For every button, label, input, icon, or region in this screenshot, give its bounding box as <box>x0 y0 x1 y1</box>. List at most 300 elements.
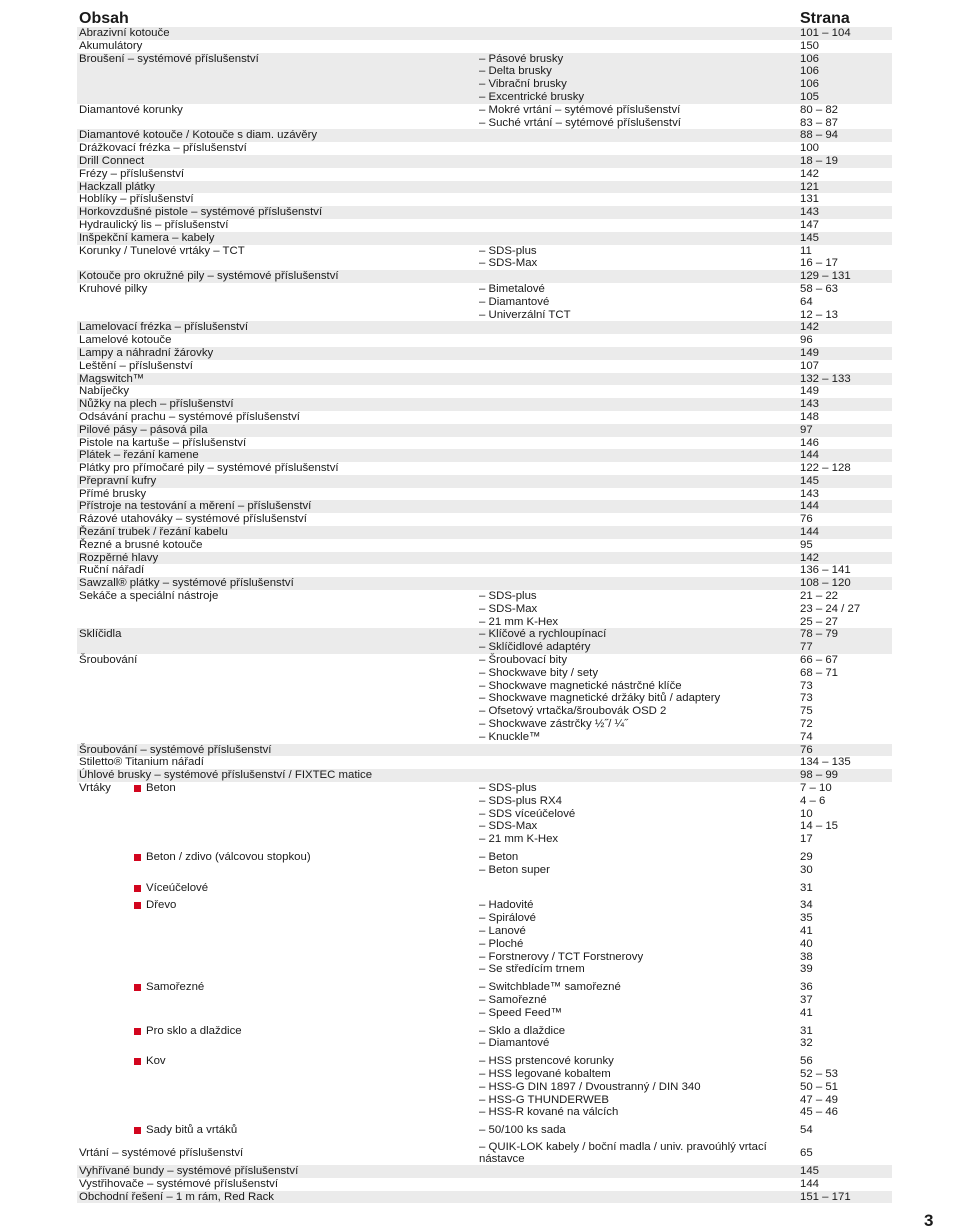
entry-page: 30 <box>800 863 813 876</box>
toc-entry <box>77 347 892 360</box>
entry-title: Hackzall plátky <box>79 180 155 193</box>
entry-title: Řezání trubek / řezání kabelu <box>79 526 228 539</box>
drill-row[interactable] <box>77 820 892 833</box>
entry-subtopic: – Speed Feed™ <box>479 1006 562 1019</box>
entry-page: 17 <box>800 833 813 846</box>
entry-page: 122 – 128 <box>800 462 851 475</box>
entry-page: 149 <box>800 385 820 398</box>
entry-subtopic: – HSS-R kované na válcích <box>479 1106 619 1119</box>
toc-tail-entries <box>77 1142 892 1203</box>
entry-subtopic: – Klíčové a rychloupínací <box>479 628 607 641</box>
entry-title: Hydraulický lis – příslušenství <box>79 218 229 231</box>
entry-subtopic: – Delta brusky <box>479 65 552 78</box>
toc-row[interactable] <box>77 78 892 91</box>
entry-subtopic: – Hadovité <box>479 899 534 912</box>
entry-page: 31 <box>800 881 813 894</box>
toc-row[interactable] <box>77 385 892 398</box>
entry-title: Řezné a brusné kotouče <box>79 538 203 551</box>
toc-row[interactable] <box>77 411 892 424</box>
entry-page: 72 <box>800 718 813 731</box>
entry-page: 76 <box>800 743 813 756</box>
entry-page: 80 – 82 <box>800 103 839 116</box>
entry-title: Sekáče a speciální nástroje <box>79 590 219 603</box>
drill-row[interactable] <box>77 1081 892 1094</box>
entry-title: Kruhové pilky <box>79 282 148 295</box>
table-of-contents <box>77 8 892 1203</box>
toc-entry <box>77 232 892 245</box>
toc-row[interactable] <box>77 283 892 296</box>
toc-row[interactable] <box>77 270 892 283</box>
drill-category: Samořezné <box>146 981 205 994</box>
toc-entry <box>77 283 892 321</box>
toc-row[interactable] <box>77 590 892 603</box>
entry-title: Kotouče pro okružné pily – systémové příslušenství <box>79 270 339 283</box>
toc-row[interactable] <box>77 449 892 462</box>
page-number: 3 <box>924 1211 934 1230</box>
toc-entry <box>77 539 892 552</box>
toc-row[interactable] <box>77 564 892 577</box>
red-bullet-icon <box>134 785 141 792</box>
toc-entry <box>77 53 892 104</box>
entry-page: 121 <box>800 180 820 193</box>
entry-title: Sawzall® plátky – systémové příslušenství <box>79 577 294 590</box>
toc-entry <box>77 1178 892 1191</box>
entry-title: Broušení – systémové příslušenství <box>79 52 259 65</box>
entry-subtopic: – Samořezné <box>479 993 547 1006</box>
toc-row[interactable] <box>77 680 892 693</box>
toc-row[interactable] <box>77 616 892 629</box>
drill-category: Beton / zdivo (válcovou stopkou) <box>146 851 311 863</box>
entry-page: 77 <box>800 641 813 654</box>
toc-row[interactable] <box>77 526 892 539</box>
entry-title: Drážkovací frézka – příslušenství <box>79 142 247 155</box>
entry-subtopic: – Beton <box>479 851 519 863</box>
entry-page: 143 <box>800 398 820 411</box>
toc-row[interactable] <box>77 654 892 667</box>
toc-row[interactable] <box>77 667 892 680</box>
entry-page: 39 <box>800 963 813 976</box>
toc-row[interactable] <box>77 500 892 513</box>
entry-page: 66 – 67 <box>800 654 839 667</box>
toc-row[interactable] <box>77 1142 892 1165</box>
drill-row[interactable] <box>77 851 892 864</box>
entry-title: Inšpekční kamera – kabely <box>79 231 215 244</box>
toc-row[interactable] <box>77 462 892 475</box>
entry-page: 45 – 46 <box>800 1106 839 1119</box>
entry-subtopic: – Bimetalové <box>479 282 545 295</box>
drill-category: Kov <box>146 1055 166 1068</box>
entry-subtopic: – HSS-G DIN 1897 / Dvoustranný / DIN 340 <box>479 1080 701 1093</box>
entry-title: Magswitch™ <box>79 372 145 385</box>
toc-entry <box>77 462 892 475</box>
entry-page: 144 <box>800 449 820 462</box>
toc-row[interactable] <box>77 91 892 104</box>
entry-page: 106 <box>800 65 820 78</box>
entry-title: Nůžky na plech – příslušenství <box>79 398 234 411</box>
toc-row[interactable] <box>77 552 892 565</box>
toc-row[interactable] <box>77 577 892 590</box>
drill-row[interactable] <box>77 899 892 912</box>
contents-heading: Obsah <box>79 10 129 27</box>
toc-entry <box>77 129 892 142</box>
toc-row[interactable] <box>77 142 892 155</box>
entry-subtopic: – Shockwave magnetické nástrčné klíče <box>479 679 682 692</box>
red-bullet-icon <box>134 1058 141 1065</box>
toc-row[interactable] <box>77 628 892 641</box>
toc-row[interactable] <box>77 155 892 168</box>
drill-row[interactable] <box>77 833 892 846</box>
drill-row[interactable] <box>77 864 892 877</box>
toc-row[interactable] <box>77 488 892 501</box>
toc-entry <box>77 181 892 194</box>
entry-subtopic: – QUIK-LOK kabely / boční madla / univ. pravoúhlý vrtací nástavce <box>479 1140 767 1165</box>
entry-page: 98 – 99 <box>800 769 839 782</box>
entry-title: Hoblíky – příslušenství <box>79 193 194 206</box>
toc-entry <box>77 270 892 283</box>
drill-row[interactable] <box>77 938 892 951</box>
entry-page: 14 – 15 <box>800 820 839 833</box>
entry-page: 106 <box>800 78 820 91</box>
entry-title: Plátky pro přímočaré pily – systémové příslušenství <box>79 462 339 475</box>
entry-page: 58 – 63 <box>800 282 839 295</box>
entry-page: 52 – 53 <box>800 1067 839 1080</box>
toc-row[interactable] <box>77 360 892 373</box>
drill-row[interactable] <box>77 1106 892 1119</box>
drill-row[interactable] <box>77 994 892 1007</box>
toc-row[interactable] <box>77 1178 892 1191</box>
entry-page: 78 – 79 <box>800 628 839 641</box>
toc-row[interactable] <box>77 756 892 769</box>
entry-page: 145 <box>800 231 820 244</box>
toc-entries <box>77 27 892 782</box>
drill-row[interactable] <box>77 1037 892 1050</box>
entry-page: 88 – 94 <box>800 129 839 142</box>
red-bullet-icon <box>134 1127 141 1134</box>
entry-page: 74 <box>800 730 813 743</box>
entry-subtopic: – SDS-Max <box>479 820 538 833</box>
toc-entry <box>77 577 892 590</box>
toc-row[interactable] <box>77 181 892 194</box>
toc-row[interactable] <box>77 513 892 526</box>
entry-page: 145 <box>800 474 820 487</box>
toc-row[interactable] <box>77 347 892 360</box>
toc-entry <box>77 373 892 386</box>
entry-page: 21 – 22 <box>800 590 839 603</box>
entry-page: 142 <box>800 321 820 334</box>
toc-row[interactable] <box>77 398 892 411</box>
drill-row[interactable] <box>77 912 892 925</box>
toc-row[interactable] <box>77 232 892 245</box>
toc-row[interactable] <box>77 718 892 731</box>
toc-row[interactable] <box>77 539 892 552</box>
toc-entry <box>77 321 892 334</box>
entry-page: 56 <box>800 1055 813 1068</box>
toc-row[interactable] <box>77 1165 892 1178</box>
entry-page: 65 <box>800 1146 813 1159</box>
toc-row[interactable] <box>77 193 892 206</box>
drills-label: Vrtáky <box>79 782 111 795</box>
toc-entry <box>77 334 892 347</box>
drill-row[interactable] <box>77 925 892 938</box>
toc-row[interactable] <box>77 475 892 488</box>
page-column-heading: Strana <box>800 10 850 27</box>
toc-entry <box>77 744 892 757</box>
toc-row[interactable] <box>77 321 892 334</box>
toc-entry <box>77 424 892 437</box>
toc-row[interactable] <box>77 705 892 718</box>
entry-subtopic: – Suché vrtání – sytémové příslušenství <box>479 116 681 129</box>
toc-row[interactable] <box>77 117 892 130</box>
toc-entry <box>77 40 892 53</box>
entry-title: Pilové pásy – pásová pila <box>79 423 208 436</box>
toc-row[interactable] <box>77 603 892 616</box>
entry-title: Rozpěrné hlavy <box>79 551 159 564</box>
entry-page: 101 – 104 <box>800 27 851 39</box>
toc-entry <box>77 500 892 513</box>
entry-page: 142 <box>800 167 820 180</box>
toc-row[interactable] <box>77 53 892 66</box>
entry-title: Vrtání – systémové příslušenství <box>79 1146 244 1159</box>
toc-entry <box>77 449 892 462</box>
entry-subtopic: – SDS-plus RX4 <box>479 794 562 807</box>
drill-row[interactable] <box>77 1025 892 1038</box>
entry-page: 136 – 141 <box>800 564 851 577</box>
entry-subtopic: – SDS-Max <box>479 602 538 615</box>
entry-page: 73 <box>800 692 813 705</box>
entry-subtopic: – 21 mm K-Hex <box>479 833 559 846</box>
toc-row[interactable] <box>77 373 892 386</box>
entry-title: Vyhřívané bundy – systémové příslušenství <box>79 1164 299 1177</box>
toc-row[interactable] <box>77 104 892 117</box>
drill-category: Sady bitů a vrtáků <box>146 1124 238 1137</box>
entry-title: Lampy a náhradní žárovky <box>79 346 214 359</box>
toc-row[interactable] <box>77 424 892 437</box>
red-bullet-icon <box>134 854 141 861</box>
drill-category: Víceúčelové <box>146 881 209 894</box>
red-bullet-icon <box>134 984 141 991</box>
toc-row[interactable] <box>77 744 892 757</box>
toc-entry <box>77 513 892 526</box>
entry-page: 54 <box>800 1124 813 1137</box>
entry-title: Úhlové brusky – systémové příslušenství / FIXTEC matice <box>79 769 373 782</box>
entry-page: 146 <box>800 436 820 449</box>
entry-subtopic: – HSS legované kobaltem <box>479 1067 611 1080</box>
entry-page: 32 <box>800 1037 813 1050</box>
entry-title: Stiletto® Titanium nářadí <box>79 756 204 769</box>
entry-subtopic: – Forstnerovy / TCT Forstnerovy <box>479 950 644 963</box>
toc-entry <box>77 360 892 373</box>
entry-subtopic: – Pásové brusky <box>479 52 564 65</box>
entry-subtopic: – Univerzální TCT <box>479 308 571 321</box>
toc-entry <box>77 398 892 411</box>
entry-subtopic: – Excentrické brusky <box>479 90 585 103</box>
entry-subtopic: – Mokré vrtání – sytémové příslušenství <box>479 103 681 116</box>
toc-entry <box>77 385 892 398</box>
toc-entry <box>77 219 892 232</box>
toc-entry <box>77 1165 892 1178</box>
entry-subtopic: – 50/100 ks sada <box>479 1124 566 1137</box>
toc-row[interactable] <box>77 437 892 450</box>
entry-title: Obchodní řešení – 1 m rám, Red Rack <box>79 1190 274 1203</box>
entry-page: 83 – 87 <box>800 116 839 129</box>
drill-row[interactable] <box>77 1124 892 1137</box>
toc-row[interactable] <box>77 309 892 322</box>
entry-page: 144 <box>800 1177 820 1190</box>
entry-page: 7 – 10 <box>800 782 832 795</box>
entry-page: 96 <box>800 334 813 347</box>
entry-subtopic: – SDS-plus <box>479 590 537 603</box>
entry-title: Vystřihovače – systémové příslušenství <box>79 1177 278 1190</box>
drill-row[interactable] <box>77 1055 892 1068</box>
entry-page: 145 <box>800 1164 820 1177</box>
entry-subtopic: – Diamantové <box>479 295 550 308</box>
drills-section <box>77 782 892 1142</box>
entry-title: Korunky / Tunelové vrtáky – TCT <box>79 244 245 257</box>
entry-subtopic: – Switchblade™ samořezné <box>479 981 621 994</box>
red-bullet-icon <box>134 902 141 909</box>
entry-subtopic: – SDS-Max <box>479 257 538 270</box>
entry-title: Diamantové kotouče / Kotouče s diam. uzávěry <box>79 129 318 142</box>
toc-row[interactable] <box>77 245 892 258</box>
toc-entry <box>77 27 892 40</box>
entry-subtopic: – Spirálové <box>479 912 536 925</box>
drill-row[interactable] <box>77 981 892 994</box>
entry-page: 68 – 71 <box>800 666 839 679</box>
toc-row[interactable] <box>77 692 892 705</box>
drill-row[interactable] <box>77 808 892 821</box>
entry-page: 35 <box>800 912 813 925</box>
entry-page: 73 <box>800 679 813 692</box>
toc-row[interactable] <box>77 65 892 78</box>
entry-title: Rázové utahováky – systémové příslušenství <box>79 513 307 526</box>
entry-title: Šroubování – systémové příslušenství <box>79 743 272 756</box>
entry-title: Nabíječky <box>79 385 130 398</box>
entry-page: 50 – 51 <box>800 1080 839 1093</box>
drill-row[interactable] <box>77 1094 892 1107</box>
entry-page: 41 <box>800 924 813 937</box>
toc-entry <box>77 245 892 271</box>
entry-page: 38 <box>800 950 813 963</box>
toc-row[interactable] <box>77 641 892 654</box>
drill-category: Beton <box>146 782 176 795</box>
entry-title: Lamelovací frézka – příslušenství <box>79 321 249 334</box>
entry-subtopic: – Se středícím trnem <box>479 963 585 976</box>
toc-row[interactable] <box>77 206 892 219</box>
entry-page: 150 <box>800 39 820 52</box>
toc-entry <box>77 654 892 744</box>
drill-row[interactable] <box>77 963 892 976</box>
entry-page: 105 <box>800 90 820 103</box>
toc-row[interactable] <box>77 334 892 347</box>
drill-row[interactable] <box>77 795 892 808</box>
entry-page: 142 <box>800 551 820 564</box>
entry-title: Horkovzdušné pistole – systémové příslušenství <box>79 206 323 219</box>
entry-title: Pistole na kartuše – příslušenství <box>79 436 247 449</box>
entry-page: 144 <box>800 500 820 513</box>
entry-subtopic: – SDS-plus <box>479 244 537 257</box>
entry-page: 151 – 171 <box>800 1190 851 1203</box>
toc-entry <box>77 590 892 628</box>
entry-page: 97 <box>800 423 813 436</box>
entry-title: Šroubování <box>79 654 138 667</box>
entry-subtopic: – Sklo a dlaždice <box>479 1024 566 1037</box>
entry-subtopic: – Shockwave bity / sety <box>479 666 599 679</box>
toc-entry <box>77 104 892 130</box>
toc-row[interactable] <box>77 27 892 40</box>
entry-page: 23 – 24 / 27 <box>800 602 861 615</box>
entry-title: Lamelové kotouče <box>79 334 172 347</box>
toc-row[interactable] <box>77 769 892 782</box>
toc-row[interactable] <box>77 1191 892 1204</box>
entry-subtopic: – Vibrační brusky <box>479 78 567 91</box>
entry-title: Leštění – příslušenství <box>79 359 193 372</box>
entry-subtopic: – 21 mm K-Hex <box>479 615 559 628</box>
drill-row[interactable] <box>77 1007 892 1020</box>
entry-title: Plátek – řezání kamene <box>79 449 199 462</box>
toc-row[interactable] <box>77 731 892 744</box>
toc-entry <box>77 142 892 155</box>
toc-entry <box>77 1191 892 1204</box>
toc-entry <box>77 206 892 219</box>
drill-row[interactable] <box>77 951 892 964</box>
entry-page: 18 – 19 <box>800 154 839 167</box>
entry-title: Přepravní kufry <box>79 474 157 487</box>
entry-page: 76 <box>800 513 813 526</box>
entry-page: 12 – 13 <box>800 308 839 321</box>
entry-subtopic: – HSS-G THUNDERWEB <box>479 1093 609 1106</box>
entry-page: 75 <box>800 705 813 718</box>
toc-header <box>77 8 892 27</box>
entry-page: 25 – 27 <box>800 615 839 628</box>
toc-row[interactable] <box>77 257 892 270</box>
entry-page: 147 <box>800 218 820 231</box>
entry-page: 16 – 17 <box>800 257 839 270</box>
toc-entry <box>77 488 892 501</box>
entry-page: 143 <box>800 206 820 219</box>
entry-title: Drill Connect <box>79 154 145 167</box>
entry-title: Přímé brusky <box>79 487 147 500</box>
toc-entry <box>77 564 892 577</box>
entry-subtopic: – Beton super <box>479 863 550 876</box>
entry-subtopic: – SDS-plus <box>479 782 537 795</box>
entry-page: 36 <box>800 981 813 994</box>
toc-entry <box>77 155 892 168</box>
entry-page: 106 <box>800 52 820 65</box>
entry-page: 40 <box>800 937 813 950</box>
toc-entry <box>77 437 892 450</box>
drill-category: Dřevo <box>146 899 177 912</box>
toc-row[interactable] <box>77 168 892 181</box>
drill-row[interactable] <box>77 1068 892 1081</box>
drill-category: Pro sklo a dlaždice <box>146 1024 242 1037</box>
entry-page: 11 <box>800 244 812 257</box>
toc-entry <box>77 1142 892 1165</box>
toc-row[interactable] <box>77 219 892 232</box>
entry-page: 129 – 131 <box>800 270 851 283</box>
toc-entry <box>77 756 892 769</box>
drill-row[interactable] <box>77 782 892 795</box>
entry-page: 95 <box>800 538 813 551</box>
drill-row[interactable] <box>77 882 892 895</box>
toc-row[interactable] <box>77 40 892 53</box>
toc-row[interactable] <box>77 129 892 142</box>
entry-subtopic: – SDS víceúčelové <box>479 807 576 820</box>
toc-entry <box>77 526 892 539</box>
entry-page: 143 <box>800 487 820 500</box>
toc-row[interactable] <box>77 296 892 309</box>
entry-page: 37 <box>800 993 813 1006</box>
entry-page: 144 <box>800 526 820 539</box>
